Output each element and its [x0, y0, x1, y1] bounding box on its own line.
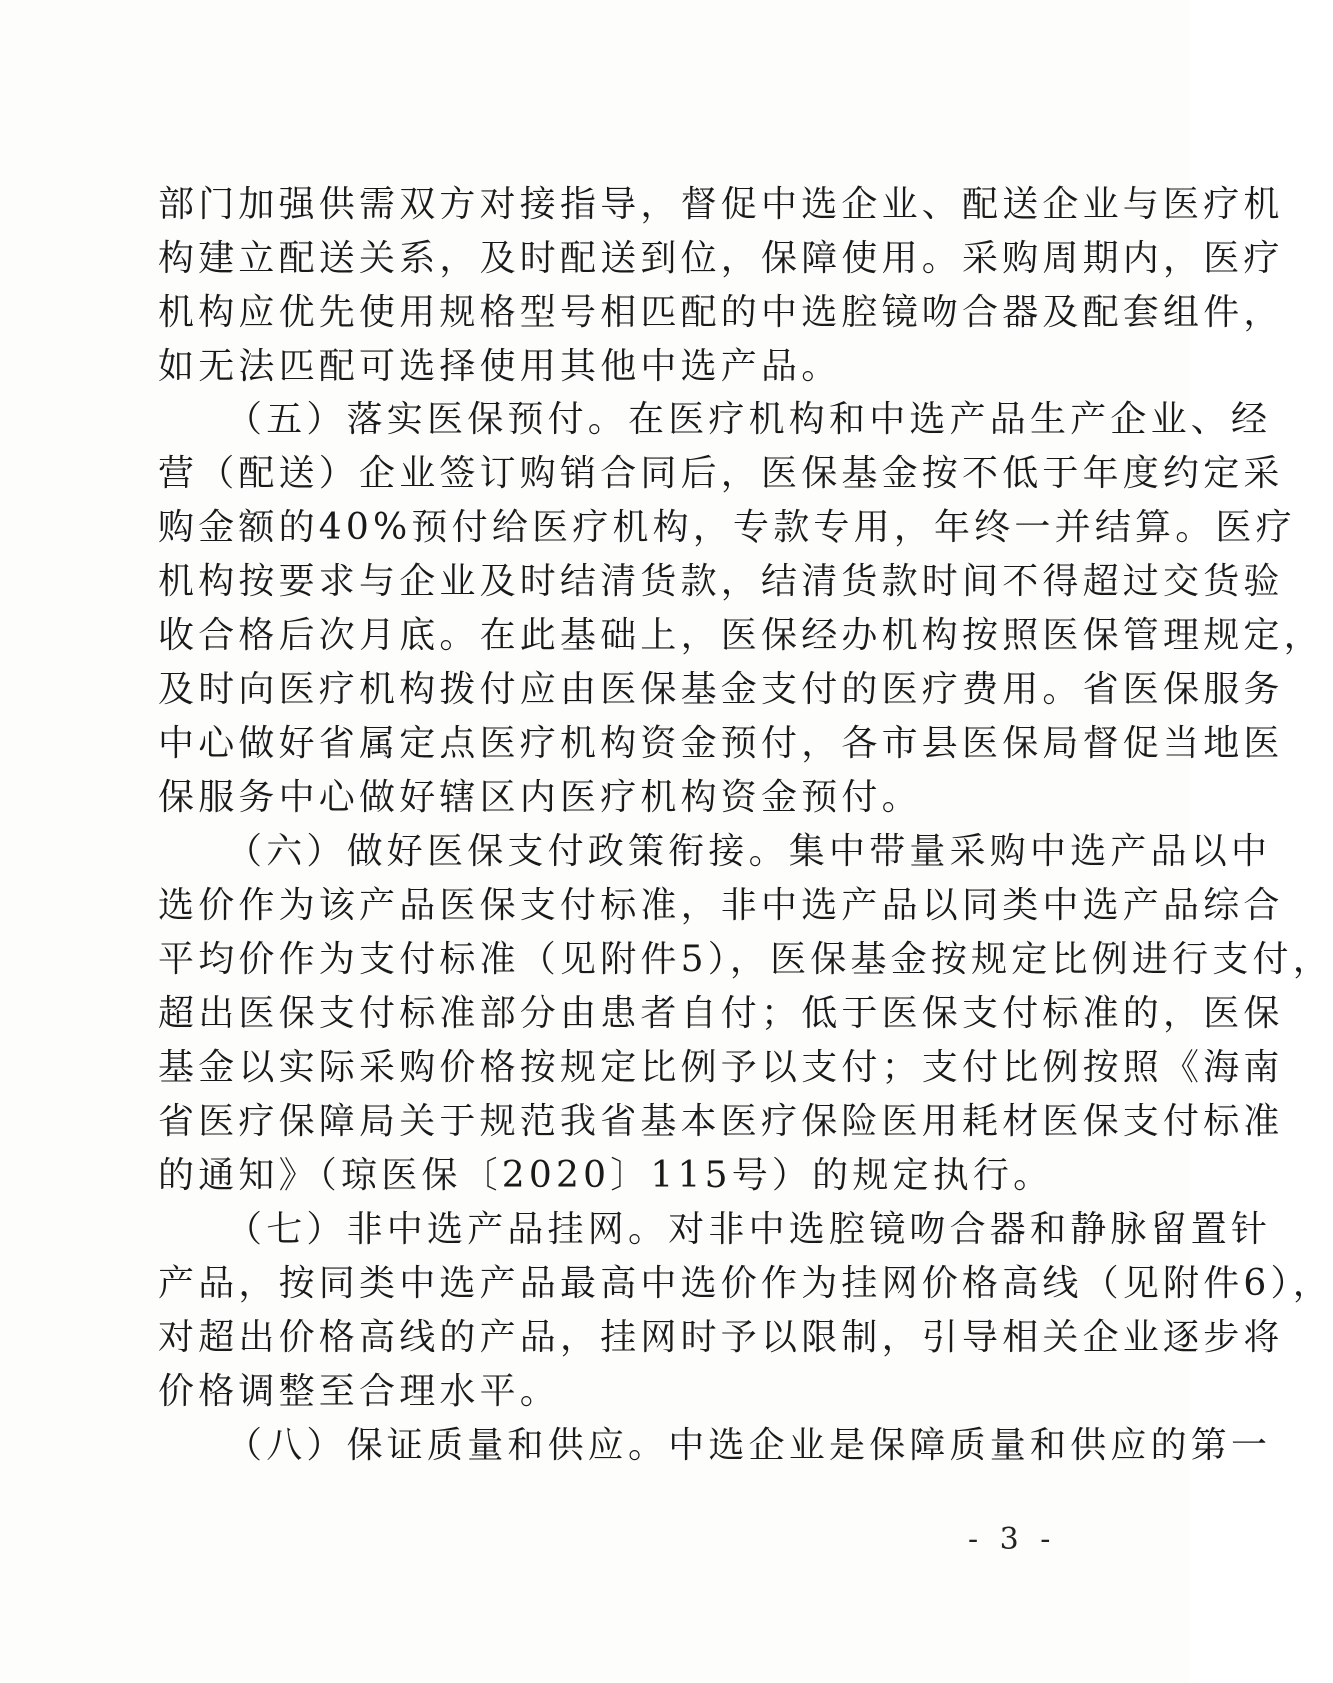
- text-line: 对超出价格高线的产品，挂网时予以限制，引导相关企业逐步将: [158, 1317, 1284, 1358]
- section-heading-line: （八）保证质量和供应。中选企业是保障质量和供应的第一: [226, 1425, 1272, 1466]
- text-line: 的通知》（琼医保〔2020〕115号）的规定执行。: [158, 1155, 1054, 1196]
- text-line: 产品，按同类中选产品最高中选价作为挂网价格高线（见附件6），: [158, 1263, 1333, 1304]
- text-line: 价格调整至合理水平。: [158, 1371, 561, 1412]
- text-line: 部门加强供需双方对接指导，督促中选企业、配送企业与医疗机: [158, 184, 1284, 225]
- section-heading-line: （五）落实医保预付。在医疗机构和中选产品生产企业、经: [226, 399, 1272, 440]
- section-heading-line: （六）做好医保支付政策衔接。集中带量采购中选产品以中: [226, 831, 1272, 872]
- section-heading-line: （七）非中选产品挂网。对非中选腔镜吻合器和静脉留置针: [226, 1209, 1272, 1250]
- text-line: 如无法匹配可选择使用其他中选产品。: [158, 346, 842, 387]
- text-line: 中心做好省属定点医疗机构资金预付，各市县医保局督促当地医: [158, 723, 1284, 764]
- text-line: 及时向医疗机构拨付应由医保基金支付的医疗费用。省医保服务: [158, 669, 1284, 710]
- page-number: - 3 -: [968, 1522, 1057, 1557]
- text-line: 收合格后次月底。在此基础上，医保经办机构按照医保管理规定，: [158, 615, 1324, 656]
- text-line: 构建立配送关系，及时配送到位，保障使用。采购周期内，医疗: [158, 238, 1284, 279]
- text-line: 平均价作为支付标准（见附件5），医保基金按规定比例进行支付，: [158, 939, 1333, 980]
- text-line: 机构按要求与企业及时结清货款，结清货款时间不得超过交货验: [158, 561, 1284, 602]
- text-line: 营（配送）企业签订购销合同后，医保基金按不低于年度约定采: [158, 453, 1284, 494]
- text-line: 机构应优先使用规格型号相匹配的中选腔镜吻合器及配套组件，: [158, 292, 1284, 333]
- text-line: 基金以实际采购价格按规定比例予以支付；支付比例按照《海南: [158, 1047, 1284, 1088]
- text-line: 省医疗保障局关于规范我省基本医疗保险医用耗材医保支付标准: [158, 1101, 1284, 1142]
- text-line: 超出医保支付标准部分由患者自付；低于医保支付标准的，医保: [158, 993, 1284, 1034]
- watermark: [1028, 1621, 1171, 1679]
- text-line: 保服务中心做好辖区内医疗机构资金预付。: [158, 777, 922, 818]
- text-line: 选价作为该产品医保支付标准，非中选产品以同类中选产品综合: [158, 885, 1284, 926]
- text-line: 购金额的40%预付给医疗机构，专款专用，年终一并结算。医疗: [158, 507, 1296, 548]
